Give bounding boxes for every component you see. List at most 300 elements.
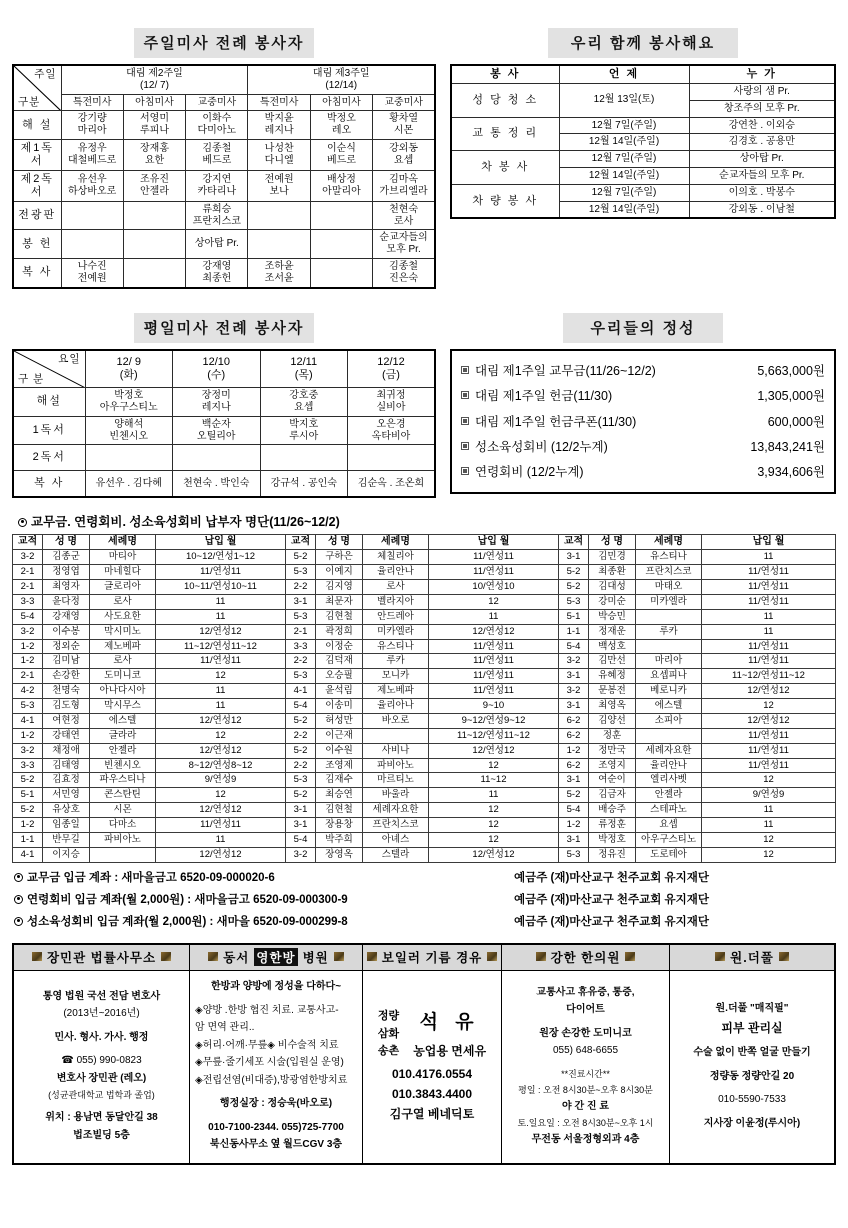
square-bullet-icon <box>461 391 469 399</box>
donor-cell: 윤다정 <box>43 594 90 609</box>
weekday-mass-section <box>12 313 436 498</box>
donor-cell: 2-1 <box>286 624 316 639</box>
donor-cell: 윤석림 <box>316 684 363 699</box>
volunteer-cell: 장재홍 요한 <box>123 139 185 170</box>
ad-title-highlight: 영한방 <box>254 948 297 966</box>
donor-cell: 11/연성11 <box>429 669 559 684</box>
donor-cell: 5-4 <box>286 832 316 847</box>
weekday-mass-table <box>12 349 436 498</box>
offering-label: 대림 제1주일 헌금쿠폰(11/30) <box>475 414 637 429</box>
table-row <box>13 743 836 758</box>
donor-cell: 장영옥 <box>316 847 363 862</box>
donor-list-title <box>18 512 836 530</box>
donor-cell: 도로테아 <box>636 847 702 862</box>
donor-cell: 9/연성9 <box>702 788 836 803</box>
donor-cell: 12 <box>156 728 286 743</box>
corner-cell: 요일 구 분 <box>13 350 85 388</box>
volunteer-cell: 강외동 요셉 <box>373 139 435 170</box>
donor-cell: 12 <box>429 803 559 818</box>
volunteer-cell: 전예원 보나 <box>248 170 310 201</box>
donor-cell: 5-2 <box>559 580 589 595</box>
donor-cell: 12 <box>702 773 836 788</box>
donor-cell: 11/연성11 <box>702 758 836 773</box>
donor-cell: 11~12/연성11~12 <box>429 728 559 743</box>
volunteer-cell: 박정호 아우구스티노 <box>85 388 173 417</box>
table-row <box>13 788 836 803</box>
donor-cell: 3-1 <box>286 594 316 609</box>
radio-bullet-icon <box>14 895 23 904</box>
volunteer-cell <box>61 230 123 259</box>
donor-cell: 천명숙 <box>43 684 90 699</box>
donor-cell: 막시무스 <box>90 699 156 714</box>
donor-cell: 1-2 <box>13 818 43 833</box>
decor-square-icon <box>625 952 635 961</box>
donor-cell: 김태영 <box>43 758 90 773</box>
radio-bullet-icon <box>18 518 27 527</box>
square-bullet-icon <box>461 417 469 425</box>
volunteer-cell: 오은경 옥타비아 <box>348 416 436 445</box>
ad-phone[interactable]: 010.4176.0554 <box>391 1066 473 1081</box>
donor-cell: 로사 <box>363 580 429 595</box>
offering-item <box>461 358 825 383</box>
donor-cell: 4-1 <box>13 847 43 862</box>
donor-cell: 10~12/연성1~12 <box>156 550 286 565</box>
row-label: 해 설 <box>13 111 61 140</box>
donor-cell: 3-1 <box>286 818 316 833</box>
ad-headline-row <box>368 1008 496 1061</box>
ad-line: 피부 관리실 <box>721 1020 783 1035</box>
donor-cell <box>636 639 702 654</box>
donor-cell: 허성만 <box>316 713 363 728</box>
ad-line: 정량동 정량안길 20 <box>709 1070 795 1082</box>
service-who: 김경호 . 공용만 <box>689 134 835 151</box>
donor-cell: 장용창 <box>316 818 363 833</box>
donor-cell: 12 <box>429 594 559 609</box>
week-header: 대림 제3주일 (12/14) <box>248 65 435 94</box>
donor-cell: 9~12/연성9~12 <box>429 713 559 728</box>
ad-title <box>363 945 501 971</box>
mass-type-header: 교중미사 <box>186 94 248 111</box>
row-label: 2독서 <box>13 445 85 471</box>
donor-cell: 최영자 <box>43 580 90 595</box>
column-header: 세례명 <box>90 534 156 550</box>
volunteer-cell: 장정미 레지나 <box>173 388 261 417</box>
donor-cell: 마르티노 <box>363 773 429 788</box>
donor-cell: 이정순 <box>316 639 363 654</box>
ad-line: 무전동 서울정형외과 4층 <box>531 1134 640 1146</box>
donor-cell: 11 <box>156 594 286 609</box>
donor-cell: 김지영 <box>316 580 363 595</box>
donor-cell: 채정애 <box>43 743 90 758</box>
ad-region-list <box>378 1008 399 1061</box>
ad-line: ☎ 055) 990-0823 <box>61 1055 142 1067</box>
decor-square-icon <box>715 952 725 961</box>
donor-cell: 5-2 <box>13 773 43 788</box>
offering-section <box>450 313 836 494</box>
donor-cell: 이예지 <box>316 565 363 580</box>
donor-cell: 2-1 <box>13 669 43 684</box>
table-row <box>13 684 836 699</box>
table-row <box>13 832 836 847</box>
column-header: 납입 월 <box>702 534 836 550</box>
donor-cell: 막시미노 <box>90 624 156 639</box>
volunteer-cell: 강호중 요셉 <box>260 388 348 417</box>
donor-cell: 아우구스티노 <box>636 832 702 847</box>
table-row <box>13 609 836 624</box>
mass-type-header: 아침미사 <box>123 94 185 111</box>
ad-card[interactable] <box>670 945 834 1163</box>
decor-square-icon <box>334 952 344 961</box>
row-label: 해설 <box>13 388 85 417</box>
donor-cell: 5-2 <box>13 803 43 818</box>
donor-cell: 6-2 <box>559 728 589 743</box>
volunteer-cell <box>123 230 185 259</box>
donor-cell: 세례자요한 <box>636 743 702 758</box>
ad-card[interactable] <box>14 945 190 1163</box>
donor-cell: 안드레아 <box>363 609 429 624</box>
ad-region: 정량 <box>377 1010 400 1023</box>
donor-cell: 김현철 <box>316 803 363 818</box>
service-who: 상아탑 Pr. <box>689 151 835 168</box>
donor-cell: 5-3 <box>286 565 316 580</box>
donor-cell: 정재운 <box>589 624 636 639</box>
volunteer-cell: 양해석 빈첸시오 <box>85 416 173 445</box>
donor-cell: 5-1 <box>13 788 43 803</box>
ad-line: 야 간 진 료 <box>562 1100 609 1112</box>
ad-card[interactable] <box>190 945 363 1163</box>
column-header: 성 명 <box>589 534 636 550</box>
donor-cell: 11~12/연성11~12 <box>702 669 836 684</box>
donor-cell: 조영지 <box>589 758 636 773</box>
donor-cell: 12/연성12 <box>156 624 286 639</box>
ad-phone[interactable]: 010.3843.4400 <box>391 1086 473 1101</box>
donor-cell: 박정호 <box>589 832 636 847</box>
ad-line: 교통사고 휴유증, 통증, <box>536 986 635 998</box>
service-who: 강외동 . 이남철 <box>689 201 835 218</box>
ad-line: ◈허리·어깨·무릎◈ 비수술적 치료 <box>195 1039 339 1051</box>
donor-cell: 사비나 <box>363 743 429 758</box>
service-when: 12월 14일(주일) <box>559 201 689 218</box>
donor-cell: 12 <box>702 832 836 847</box>
donor-cell: 3-1 <box>559 550 589 565</box>
donor-cell: 3-1 <box>559 832 589 847</box>
mass-type-header: 특전미사 <box>248 94 310 111</box>
donor-cell: 조영제 <box>316 758 363 773</box>
ad-headline-block <box>413 1009 486 1061</box>
table-row <box>13 565 836 580</box>
offering-label: 대림 제1주일 교무금(11/26~12/2) <box>475 364 656 379</box>
account-line <box>14 913 836 929</box>
donor-cell: 아녜스 <box>363 832 429 847</box>
donor-cell: 정유진 <box>589 847 636 862</box>
donor-title-text: 교무금. 연령회비. 성소육성회비 납부자 명단(11/26~12/2) <box>31 514 340 529</box>
service-who: 창조주의 모후 Pr. <box>689 100 835 117</box>
service-name: 성 당 청 소 <box>451 83 559 117</box>
volunteer-cell: 황차열 시몬 <box>373 111 435 140</box>
donor-cell: 12/연성12 <box>702 713 836 728</box>
donor-cell: 사도요한 <box>90 609 156 624</box>
donor-cell <box>636 728 702 743</box>
account-line <box>14 869 836 885</box>
ad-title-text: 보일러 기름 경유 <box>381 950 483 965</box>
donor-cell: 도미니코 <box>90 669 156 684</box>
account-info-list <box>12 869 836 929</box>
donor-cell: 11~12 <box>429 773 559 788</box>
donor-cell: 9/연성9 <box>156 773 286 788</box>
donor-cell: 글라라 <box>90 728 156 743</box>
donor-cell <box>636 609 702 624</box>
donor-cell: 율리안나 <box>636 758 702 773</box>
table-row <box>13 111 435 140</box>
offering-amount: 600,000원 <box>767 414 825 429</box>
donor-cell: 3-2 <box>13 743 43 758</box>
volunteer-cell <box>310 259 372 288</box>
donor-cell: 11/연성11 <box>702 594 836 609</box>
donor-cell: 11/연성11 <box>429 565 559 580</box>
volunteer-cell: 박지호 루시아 <box>260 416 348 445</box>
donor-cell: 6-2 <box>559 713 589 728</box>
donor-cell: 5-2 <box>559 565 589 580</box>
service-name: 차 봉 사 <box>451 151 559 185</box>
column-header: 성 명 <box>43 534 90 550</box>
volunteer-cell: 강재영 최종헌 <box>186 259 248 288</box>
donor-cell: 5-3 <box>286 669 316 684</box>
donor-cell: 5-3 <box>286 773 316 788</box>
donor-cell: 베로니카 <box>636 684 702 699</box>
weekday-mass-banner: 평일미사 전례 봉사자 <box>134 313 314 343</box>
volunteer-cell <box>348 445 436 471</box>
donor-cell: 12 <box>429 758 559 773</box>
table-row <box>13 471 435 497</box>
offering-amount: 5,663,000원 <box>757 364 825 379</box>
donor-cell: 안젤라 <box>636 788 702 803</box>
offering-banner: 우리들의 정성 <box>563 313 723 343</box>
donor-cell: 1-2 <box>559 818 589 833</box>
donor-cell: 마태오 <box>636 580 702 595</box>
ad-line: 다이어트 <box>566 1004 605 1016</box>
table-row <box>451 83 835 100</box>
ad-line: 행정실장 : 정승욱(바오로) <box>219 1098 333 1110</box>
offering-list <box>450 349 836 494</box>
donor-cell: 12 <box>702 847 836 862</box>
volunteer-cell <box>85 445 173 471</box>
donor-cell: 세례자요한 <box>363 803 429 818</box>
ad-body <box>190 971 362 1163</box>
volunteer-cell: 박지윤 레지나 <box>248 111 310 140</box>
ad-headline: 석 유 <box>419 1011 480 1033</box>
offering-item <box>461 458 825 483</box>
donor-cell: 강태연 <box>43 728 90 743</box>
table-row <box>13 803 836 818</box>
donor-cell: 5-4 <box>13 609 43 624</box>
donor-cell: 바오로 <box>363 713 429 728</box>
ad-card[interactable] <box>502 945 670 1163</box>
donor-cell: 여현정 <box>43 713 90 728</box>
ad-line: 수술 없이 반쪽 얼굴 만들기 <box>693 1047 811 1059</box>
volunteer-cell: 천현숙 로사 <box>373 201 435 230</box>
donor-cell: 오승필 <box>316 669 363 684</box>
donor-cell: 빈첸시오 <box>90 758 156 773</box>
volunteer-cell: 이순식 베드로 <box>310 139 372 170</box>
donor-cell: 1-2 <box>13 639 43 654</box>
volunteer-cell <box>61 201 123 230</box>
donor-cell: 12 <box>156 788 286 803</box>
table-row <box>451 151 835 168</box>
table-row <box>13 624 836 639</box>
volunteer-cell: 김순옥 . 조온희 <box>348 471 436 497</box>
table-row <box>13 713 836 728</box>
ad-line: (2013년~2016년) <box>63 1008 140 1020</box>
table-row <box>13 139 435 170</box>
volunteer-cell: 조유진 안젤라 <box>123 170 185 201</box>
donor-cell: 11~12/연성11~12 <box>156 639 286 654</box>
donor-cell: 박주희 <box>316 832 363 847</box>
donor-cell: 유스티나 <box>363 639 429 654</box>
decor-square-icon <box>487 952 497 961</box>
donor-cell: 제노베파 <box>363 684 429 699</box>
donor-cell: 12 <box>429 818 559 833</box>
advertisement-row <box>12 943 836 1165</box>
table-row <box>13 728 836 743</box>
volunteer-cell <box>310 230 372 259</box>
service-who: 순교자들의 모후 Pr. <box>689 167 835 184</box>
radio-bullet-icon <box>14 873 23 882</box>
ad-line: 한방과 양방에 정성을 다하다~ <box>210 981 342 993</box>
donor-cell: 12/연성12 <box>429 847 559 862</box>
donor-cell: 마네힐다 <box>90 565 156 580</box>
donor-cell: 요셉피나 <box>636 669 702 684</box>
volunteer-cell: 유선우 . 김다혜 <box>85 471 173 497</box>
table-row <box>13 654 836 669</box>
ad-owner: 김구열 베네딕토 <box>389 1107 475 1122</box>
decor-square-icon <box>536 952 546 961</box>
donor-cell: 2-2 <box>286 758 316 773</box>
donor-cell: 10~11/연성10~11 <box>156 580 286 595</box>
ad-body <box>502 971 669 1163</box>
volunteer-cell: 백순자 오틸리아 <box>173 416 261 445</box>
donor-cell: 루카 <box>363 654 429 669</box>
donor-cell: 강재영 <box>43 609 90 624</box>
ad-line: 지사장 이윤정(루시아) <box>703 1117 801 1129</box>
donor-cell <box>363 728 429 743</box>
volunteer-cell: 강지연 카타리나 <box>186 170 248 201</box>
donor-cell: 12/연성12 <box>156 803 286 818</box>
offering-item <box>461 433 825 458</box>
donor-cell: 5-4 <box>559 639 589 654</box>
donor-cell: 콘스탄틴 <box>90 788 156 803</box>
column-header: 성 명 <box>316 534 363 550</box>
table-row <box>13 580 836 595</box>
donor-cell: 이수원 <box>316 743 363 758</box>
ad-line: 010-5590-7533 <box>718 1094 786 1106</box>
offering-amount: 13,843,241원 <box>750 439 825 454</box>
square-bullet-icon <box>461 442 469 450</box>
volunteer-cell: 류희승 프란치스코 <box>186 201 248 230</box>
volunteer-cell: 서영미 루피나 <box>123 111 185 140</box>
donor-cell: 3-2 <box>286 847 316 862</box>
donor-cell: 8~12/연성8~12 <box>156 758 286 773</box>
account-holder: 예금주 (재)마산교구 천주교회 유지재단 <box>514 915 709 928</box>
donor-cell: 정만국 <box>589 743 636 758</box>
donor-cell: 12 <box>156 669 286 684</box>
sunday-mass-banner: 주일미사 전례 봉사자 <box>134 28 314 58</box>
table-row <box>13 445 435 471</box>
donor-cell: 12 <box>429 832 559 847</box>
donor-cell: 11/연성11 <box>429 639 559 654</box>
service-when: 12월 14일(주일) <box>559 167 689 184</box>
week-header: 대림 제2주일 (12/ 7) <box>61 65 248 94</box>
donor-cell: 11/연성11 <box>702 565 836 580</box>
donor-cell: 서민영 <box>43 788 90 803</box>
donor-cell: 11/연성11 <box>156 654 286 669</box>
donor-cell: 5-4 <box>559 803 589 818</box>
donor-cell: 제노베파 <box>90 639 156 654</box>
ad-body <box>670 971 834 1163</box>
donor-cell: 유혜정 <box>589 669 636 684</box>
day-header: 12/ 9 (화) <box>85 350 173 388</box>
table-row <box>451 117 835 134</box>
corner-cell: 주일 구분 <box>13 65 61 111</box>
donor-cell <box>90 847 156 862</box>
table-row <box>13 818 836 833</box>
ad-line: 원.더풀 "매직필" <box>715 1003 789 1015</box>
table-row <box>13 550 836 565</box>
donor-cell: 11 <box>429 609 559 624</box>
donor-cell: 체칠리아 <box>363 550 429 565</box>
mass-type-header: 특전미사 <box>61 94 123 111</box>
column-header: 세례명 <box>363 534 429 550</box>
row-label: 제2독서 <box>13 170 61 201</box>
service-who: 사랑의 샘 Pr. <box>689 83 835 100</box>
ad-card[interactable] <box>363 945 502 1163</box>
decor-square-icon <box>32 952 42 961</box>
donor-cell: 3-1 <box>559 699 589 714</box>
donor-cell: 3-3 <box>286 639 316 654</box>
donor-cell: 안젤라 <box>90 743 156 758</box>
volunteer-cell: 이화수 다미아노 <box>186 111 248 140</box>
donor-cell: 엘리사벳 <box>636 773 702 788</box>
donor-cell: 소피아 <box>636 713 702 728</box>
donor-cell: 루카 <box>636 624 702 639</box>
volunteer-cell <box>173 445 261 471</box>
donor-cell: 12/연성12 <box>702 684 836 699</box>
ad-line: 북신동사무소 옆 월드CGV 3층 <box>209 1139 343 1151</box>
donor-cell: 이수봉 <box>43 624 90 639</box>
donor-cell: 프란치스코 <box>363 818 429 833</box>
volunteer-cell <box>123 259 185 288</box>
volunteer-cell <box>123 201 185 230</box>
donor-cell: 10/연성10 <box>429 580 559 595</box>
ad-line: 법조빌딩 5층 <box>73 1129 130 1141</box>
decor-square-icon <box>779 952 789 961</box>
donor-cell: 11 <box>156 609 286 624</box>
donor-cell: 최종환 <box>589 565 636 580</box>
ad-line: ◈전립선염(비대증),방광염한방치료 <box>195 1074 348 1086</box>
donor-cell: 다마소 <box>90 818 156 833</box>
donor-cell: 스테파노 <box>636 803 702 818</box>
ad-body <box>363 971 501 1163</box>
table-row <box>13 758 836 773</box>
row-label: 봉 헌 <box>13 230 61 259</box>
donor-cell: 4-1 <box>286 684 316 699</box>
table-row <box>451 184 835 201</box>
column-header: 교적 <box>286 534 316 550</box>
donor-cell: 반무길 <box>43 832 90 847</box>
account-label: 성소육성회비 입금 계좌(월 2,000원) : 새마을 6520-09-000299-8 <box>27 915 348 928</box>
volunteer-cell <box>260 445 348 471</box>
donor-cell: 11 <box>702 818 836 833</box>
column-header: 언 제 <box>559 65 689 83</box>
